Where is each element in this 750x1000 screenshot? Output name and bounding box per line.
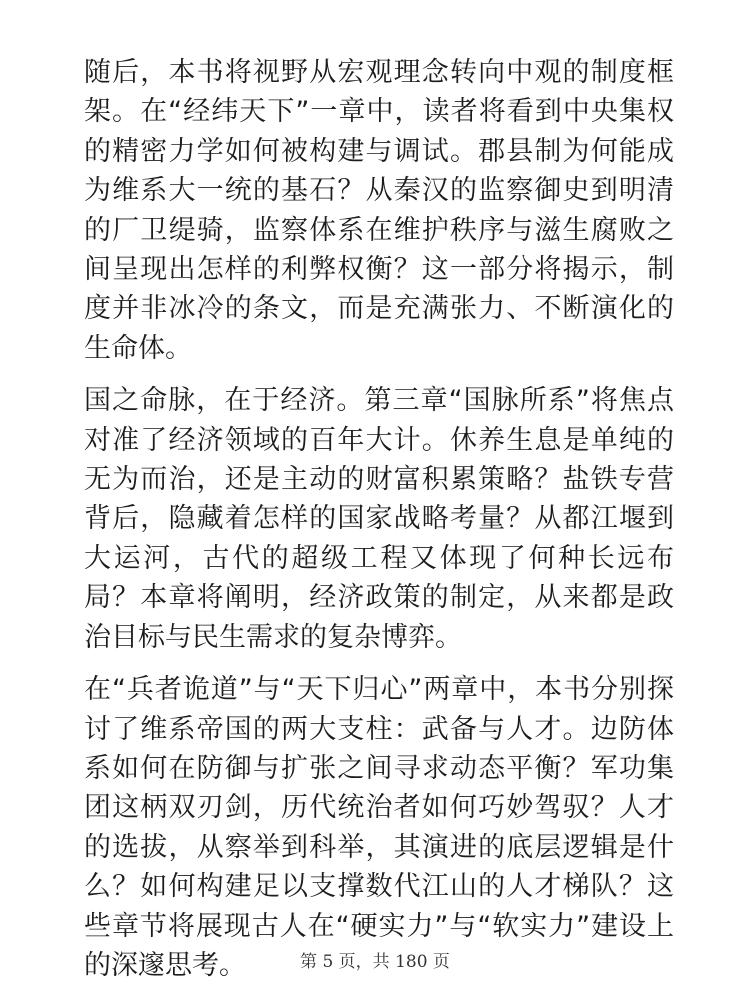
body-text	[84, 53, 674, 985]
paragraph-military-talent: 在“兵者诡道”与“天下归心”两章中，本书分别探讨了维系帝国的两大支柱：武备与人才。边防体系如何在防御与扩张之间寻求动态平衡？军功集团这柄双刃剑，历代统治者如何巧妙驾驭？人才的选拔，从察举到科举，其演进的底层逻辑是什么？如何构建足以支撑数代江山的人才梯队？这些章节将展现古人在“硬实力”与“软实力”建设上的深邃思考。	[84, 674, 674, 981]
page-number: 第 5 页，共 180 页	[300, 952, 450, 972]
paragraph-institutions: 随后，本书将视野从宏观理念转向中观的制度框架。在“经纬天下”一章中，读者将看到中央集权的精密力学如何被构建与调试。郡县制为何能成为维系大一统的基石？从秦汉的监察御史到明清的厂卫缇骑，监察体系在维护秩序与滋生腐败之间呈现出怎样的利弊权衡？这一部分将揭示，制度并非冰冷的条文，而是充满张力、不断演化的生命体。	[84, 57, 674, 364]
paragraph-economy: 国之命脉，在于经济。第三章“国脉所系”将焦点对准了经济领域的百年大计。休养生息是单纯的无为而治，还是主动的财富积累策略？盐铁专营背后，隐藏着怎样的国家战略考量？从都江堰到大运河，古代的超级工程又体现了何种长远布局？本章将阐明，经济政策的制定，从来都是政治目标与民生需求的复杂博弈。	[84, 385, 674, 653]
